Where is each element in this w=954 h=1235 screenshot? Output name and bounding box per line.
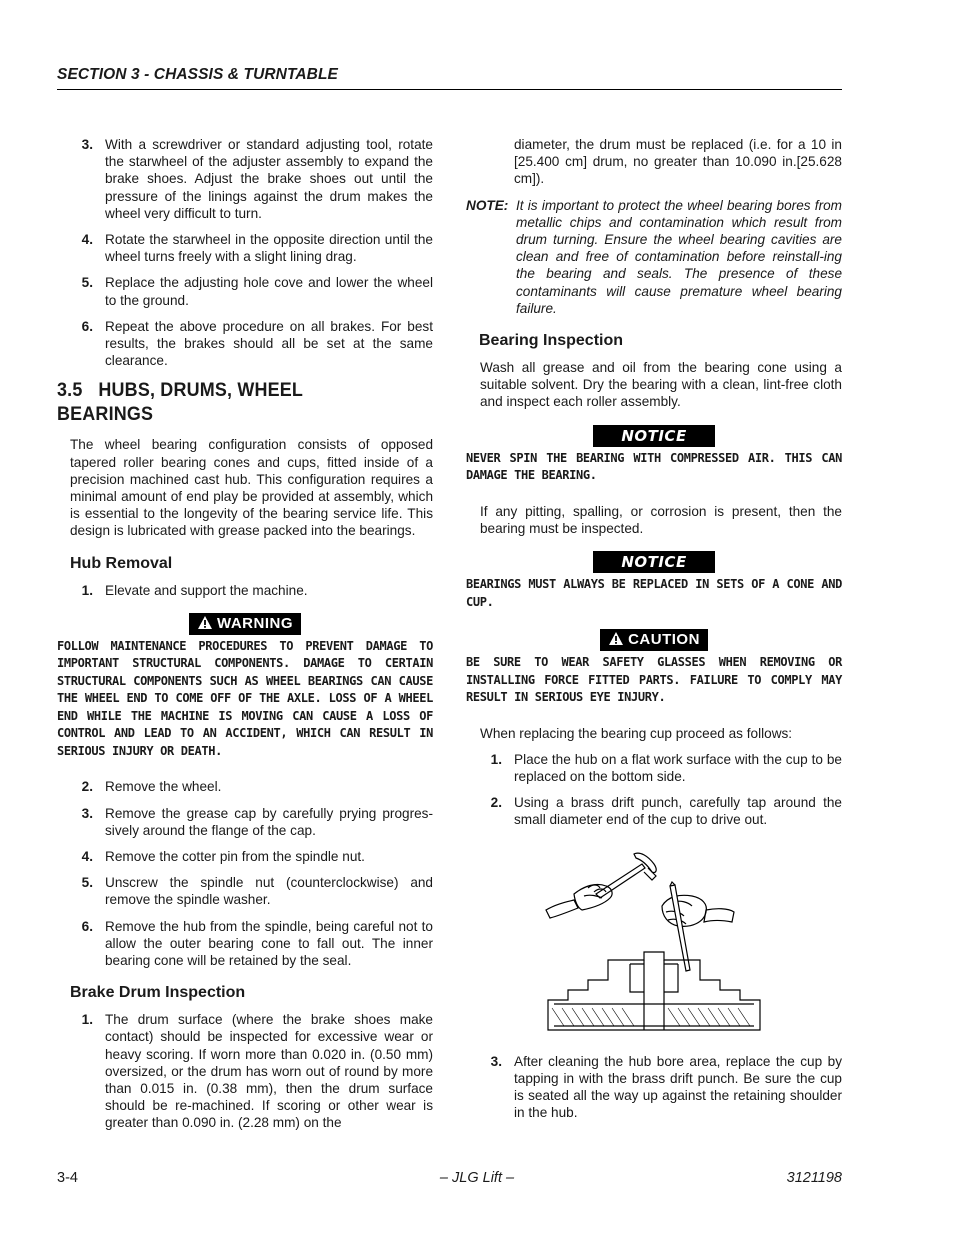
section-heading <box>57 378 403 426</box>
right-arm-sleeve <box>704 908 734 921</box>
caution-label: CAUTION <box>600 629 708 651</box>
cup-step-3: 3. After cleaning the hub bore area, replace the cup by tapping in with the brass drift punch. Be sure the cup is seated all the way up against the retaining shoulder in the hub. <box>490 1053 842 1121</box>
adjust-step-4: 4. Rotate the starwheel in the opposite direction until the wheel turns freely with a slight lining drag. <box>81 232 433 265</box>
cup-step-2: 2. Using a brass drift punch, carefully tap around the small diameter end of the cup to drive out. <box>490 795 842 828</box>
notice-1-text: NEVER SPIN THE BEARING WITH COMPRESSED AIR. THIS CAN DAMAGE THE BEARING. <box>466 450 842 483</box>
section-header-title: SECTION 3 - CHASSIS & TURNTABLE <box>57 66 338 83</box>
warning-label-wrap <box>57 613 433 635</box>
note-label: NOTE: <box>466 197 509 213</box>
hub-section-outline <box>548 952 760 1030</box>
hub-removal-step-1: 1. Elevate and support the machine. <box>81 582 308 598</box>
hub-drift-punch-illustration <box>544 852 764 1037</box>
warning-triangle-icon <box>197 615 213 630</box>
right-column <box>466 136 842 1131</box>
replacing-intro: When replacing the bearing cup proceed as follows: <box>480 725 793 741</box>
left-hand <box>574 884 612 910</box>
footer-brand: – JLG Lift – <box>439 1170 515 1186</box>
header-rule <box>57 89 842 90</box>
brake-drum-heading: Brake Drum Inspection <box>70 984 246 1002</box>
warning-label: WARNING <box>189 613 301 635</box>
adjust-step-3: 3. With a screwdriver or standard adjusting tool, rotate the starwheel of the adjuster assembly to expand the brake shoes. Adjust the brake shoes out until the pressure of the linings against the drum makes the wheel very difficult to turn. <box>81 137 433 221</box>
hub-inner-line <box>554 1004 754 1026</box>
warning-text: FOLLOW MAINTENANCE PROCEDURES TO PREVENT DAMAGE TO IMPORTANT STRUCTURAL COMPONENTS. DAMAGE TO CERTAIN STRUCTURAL COMPONENTS SUCH AS WHEEL BEARINGS CAN CAUSE THE WHEEL END TO COME OFF OF THE AXLE. LOSS OF A WHEEL END WHILE THE MACHINE IS MOVING CAN CAUSE A LOSS OF CONTROL AND LEAD TO AN ACCIDENT, WHICH CAN RESULT IN SERIOUS INJURY OR DEATH. <box>57 638 433 758</box>
note-text: It is important to protect the wheel bearing bores from metallic chips and contamination which result from drum turning. Ensure the wheel bearing cavities are clean and free of contamination before reinstall-ing the bearing and seals. The presence of these contaminants will cause premature wheel bearing failure. <box>516 197 842 316</box>
bearing-inspection-heading: Bearing Inspection <box>479 332 624 350</box>
adjust-step-6: 6. Repeat the above procedure on all brakes. For best results, the brakes should all be set at the same clearance. <box>81 318 433 369</box>
hub-removal-step-6: 6. Remove the hub from the spindle, being careful not to allow the outer bearing cone to fall out. The inner bearing cone will be retained by the seal. <box>81 918 433 968</box>
adjust-step-5: 5. Replace the adjusting hole cove and lower the wheel to the ground. <box>81 275 433 308</box>
drift-punch <box>670 885 690 971</box>
hub-hatching <box>552 1008 750 1026</box>
hub-removal-step-3: 3. Remove the grease cap by carefully prying progres-sively around the flange of the cap. <box>81 805 433 838</box>
note-block <box>466 197 842 317</box>
hub-removal-heading: Hub Removal <box>70 554 173 572</box>
notice-1-label: NOTICE <box>593 425 714 447</box>
hub-removal-step-5: 5. Unscrew the spindle nut (counterclockwise) and remove the spindle washer. <box>81 875 433 908</box>
footer-page-number: 3-4 <box>57 1170 78 1186</box>
caution-triangle-icon <box>608 631 624 646</box>
section-title: HUBS, DRUMS, WHEEL BEARINGS <box>57 379 303 426</box>
brake-drum-step-1-continued: diameter, the drum must be replaced (i.e. for a 10 in [25.400 cm] drum, no greater than 10.090 in.[25.628 cm]). <box>514 137 842 187</box>
arm-sleeve <box>546 900 578 918</box>
left-column <box>57 136 433 1141</box>
notice-2-text: BEARINGS MUST ALWAYS BE REPLACED IN SETS OF A CONE AND CUP. <box>466 577 842 609</box>
caution-text: BE SURE TO WEAR SAFETY GLASSES WHEN REMOVING OR INSTALLING FORCE FITTED PARTS. FAILURE TO COMPLY MAY RESULT IN SERIOUS EYE INJURY. <box>466 655 842 705</box>
pitting-paragraph: If any pitting, spalling, or corrosion is present, then the bearing must be inspected. <box>480 503 842 536</box>
hub-removal-step-4: 4. Remove the cotter pin from the spindle nut. <box>81 848 365 864</box>
caution-label-wrap <box>466 629 842 651</box>
cup-step-1: 1. Place the hub on a flat work surface with the cup to be replaced on the bottom side. <box>490 751 842 784</box>
notice-2-label-wrap <box>466 551 842 573</box>
brake-drum-step-1: 1. The drum surface (where the brake shoes make contact) should be inspected for excessive wear or heavy scoring. If worn more than 0.020 in. (0.50 mm) oversized, or the drum has worn out of round by more than 0.015 in. (0.38 mm), then the drum surface should be re-machined. If scoring or other wear is greater than 0.090 in. (2.28 mm) on the <box>81 1012 433 1131</box>
hub-bore <box>644 960 664 1030</box>
hammer-head <box>634 853 656 872</box>
hub-removal-step-2: 2. Remove the wheel. <box>81 779 222 795</box>
section-number: 3.5 <box>57 379 83 402</box>
bearing-intro: Wash all grease and oil from the bearing cone using a suitable solvent. Dry the bearing with a clean, lint-free cloth and inspect each roller assembly. <box>480 360 842 410</box>
notice-1-label-wrap <box>466 425 842 447</box>
hammer-handle <box>596 864 645 898</box>
section-intro: The wheel bearing configuration consists of opposed tapered roller bearing cones and cups, fitted inside of a precision machined cast hub. This configuration requires a minimal amount of end play be provided at assembly, which is essential to the longevity of the bearing service life. This design is lubricated with grease packed into the bearings. <box>70 437 433 539</box>
notice-2-label: NOTICE <box>593 551 714 573</box>
footer-doc-number: 3121198 <box>786 1170 842 1186</box>
